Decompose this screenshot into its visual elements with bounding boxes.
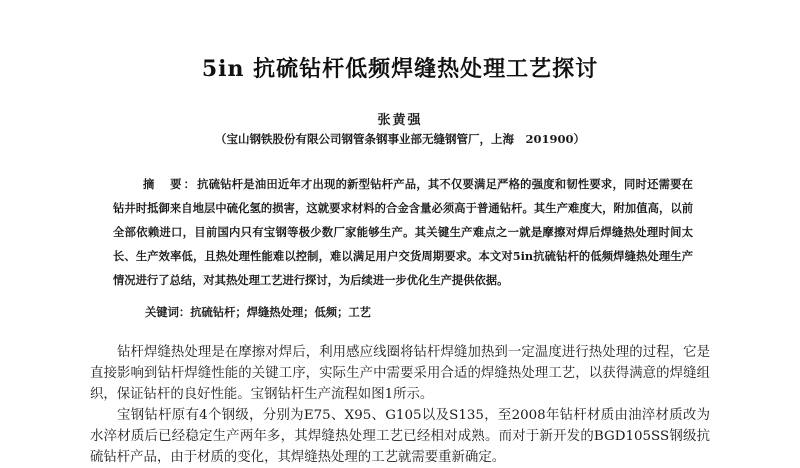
abstract-text: 抗硫钻杆是油田近年才出现的新型钻杆产品，其不仅要满足严格的强度和韧性要求，同时还需要在钻井时抵御来自地层中硫化氢的损害，这就要求材料的合金含量必须高于普通钻杆。其生产难度大，附加值高，以前全部依赖进口，目前国内只有宝钢等极少数厂家能够生产。其关键生产难点之一就是摩擦对焊后焊缝热处理时间太长、生产效率低，且热处理性能难以控制，难以满足用户交货周期要求。本文对5in抗硫钻杆的低频焊缝热处理生产情况进行了总结，对其热处理工艺进行探讨，为后续进一步优化生产提供依据。 (113, 177, 693, 287)
keywords-block (145, 302, 705, 322)
body-text (90, 342, 710, 468)
paragraph: 宝钢钻杆原有4个钢级，分别为E75、X95、G105以及S135，至2008年钻杆材质由油淬材质改为水淬材质后已经稳定生产两年多，其焊缝热处理工艺已经相对成熟。而对于新开发的BGD105SS钢级抗硫钻杆产品，由于材质的变化，其焊缝热处理的工艺就需要重新确定。 (90, 408, 710, 465)
keywords-text: 抗硫钻杆；焊缝热处理；低频；工艺 (190, 305, 371, 319)
paper-title: 5in 抗硫钻杆低频焊缝热处理工艺探讨 (201, 56, 599, 82)
author-affiliation: （宝山钢铁股份有限公司钢管条钢事业部无缝钢管厂，上海 201900） (214, 132, 585, 146)
keywords-label: 关键词： (145, 305, 191, 319)
abstract-label: 摘 要： (143, 177, 198, 191)
paragraph: 钻杆焊缝热处理是在摩擦对焊后，利用感应线圈将钻杆焊缝加热到一定温度进行热处理的过程，它是直接影响到钻杆焊缝性能的关键工序，实际生产中需要采用合适的焊缝热处理工艺，以获得满意的焊缝组织，保证钻杆的良好性能。宝钢钻杆生产流程如图1所示。 (90, 345, 710, 402)
author-name: 张黄强 (377, 113, 423, 128)
abstract-block (113, 172, 693, 292)
